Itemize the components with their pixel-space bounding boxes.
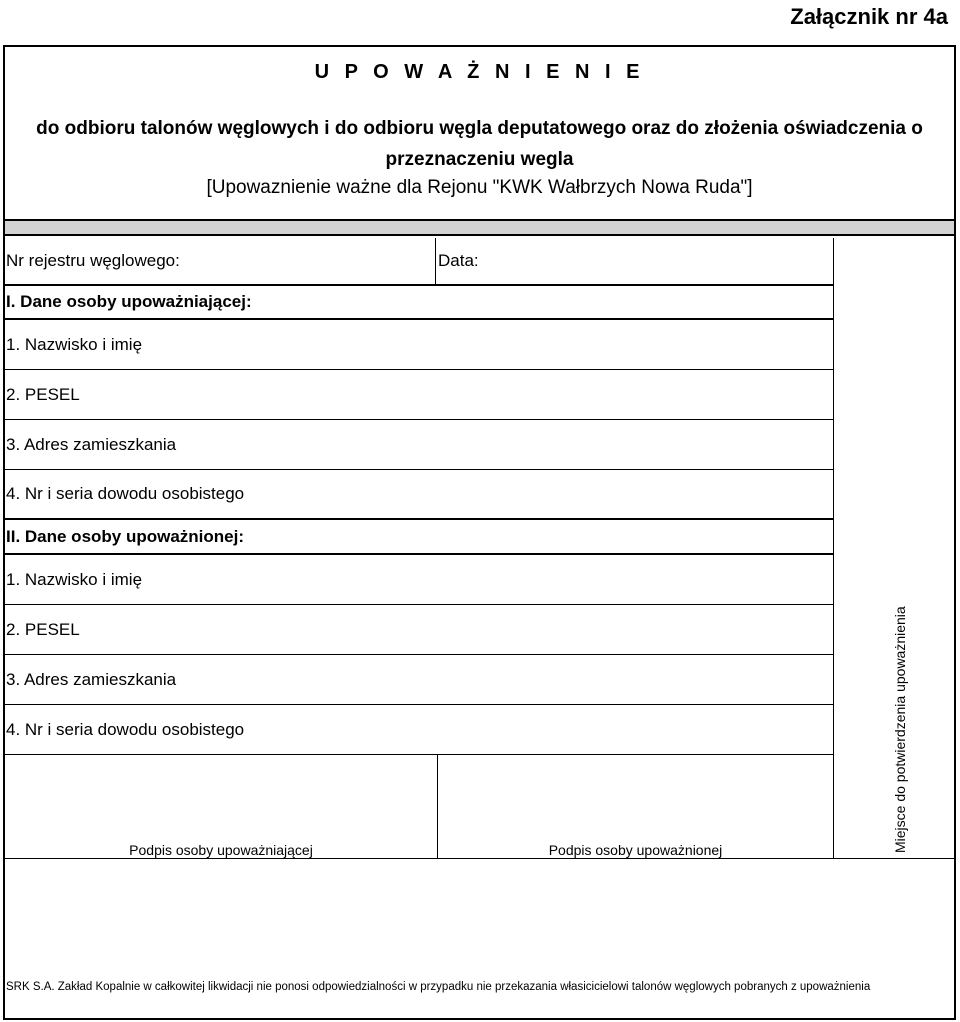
confirmation-area-label: Miejsce do potwierdzenia upoważnienia <box>891 606 908 853</box>
registry-number-label: Nr rejestru węglowego: <box>6 251 180 270</box>
liability-note: SRK S.A. Zakład Kopalnie w całkowitej likwidacji nie ponosi odpowiedzialności w przypadku nie przekazania własicicielowi talonów węglowych pobranych z upoważnienia <box>6 981 871 993</box>
attachment-number: Załącznik nr 4a <box>790 4 948 29</box>
form-subtitle: do odbioru talonów węglowych i do odbioru węgla deputatowego oraz do złożenia oświadczenia o przeznaczeniu wegla <box>36 118 923 170</box>
form-title: U P O W A Ż N I E N I E <box>314 61 645 83</box>
date-field[interactable] <box>437 238 831 284</box>
grantor-pesel-field[interactable] <box>5 370 833 420</box>
confirmation-area[interactable] <box>833 237 954 857</box>
grantee-address-field[interactable] <box>5 655 833 705</box>
grantor-address-field[interactable] <box>5 420 833 470</box>
grantor-name-label: 1. Nazwisko i imię <box>6 334 143 354</box>
grantor-id-field[interactable] <box>5 470 833 520</box>
grantor-pesel-label: 2. PESEL <box>6 384 80 404</box>
grantee-name-field[interactable] <box>5 555 833 605</box>
registry-number-field[interactable] <box>5 238 435 284</box>
form-header <box>5 47 954 221</box>
grantee-id-label: 4. Nr i seria dowodu osobistego <box>6 719 245 739</box>
grantee-signature-label: Podpis osoby upoważnionej <box>548 842 723 858</box>
section-grantor-heading: I. Dane osoby upoważniającej: <box>5 286 833 320</box>
grantee-pesel-field[interactable] <box>5 605 833 655</box>
separator-bar <box>5 221 954 236</box>
section-grantee-heading: II. Dane osoby upoważnionej: <box>5 520 833 555</box>
grantor-name-field[interactable] <box>5 320 833 370</box>
date-label: Data: <box>438 251 479 270</box>
grantor-address-label: 3. Adres zamieszkania <box>6 434 177 454</box>
grantee-name-label: 1. Nazwisko i imię <box>6 569 143 589</box>
authorization-form <box>3 45 956 1020</box>
grantor-signature-label: Podpis osoby upoważniającej <box>129 842 313 858</box>
validity-note: [Upowaznienie ważne dla Rejonu "KWK Wałbrzych Nowa Ruda"] <box>206 177 753 198</box>
grantee-pesel-label: 2. PESEL <box>6 619 80 639</box>
side-column-bottom <box>833 858 954 859</box>
grantee-id-field[interactable] <box>5 705 833 755</box>
grantor-id-label: 4. Nr i seria dowodu osobistego <box>6 484 245 503</box>
grantee-address-label: 3. Adres zamieszkania <box>6 669 177 689</box>
top-row-divider <box>435 238 436 286</box>
